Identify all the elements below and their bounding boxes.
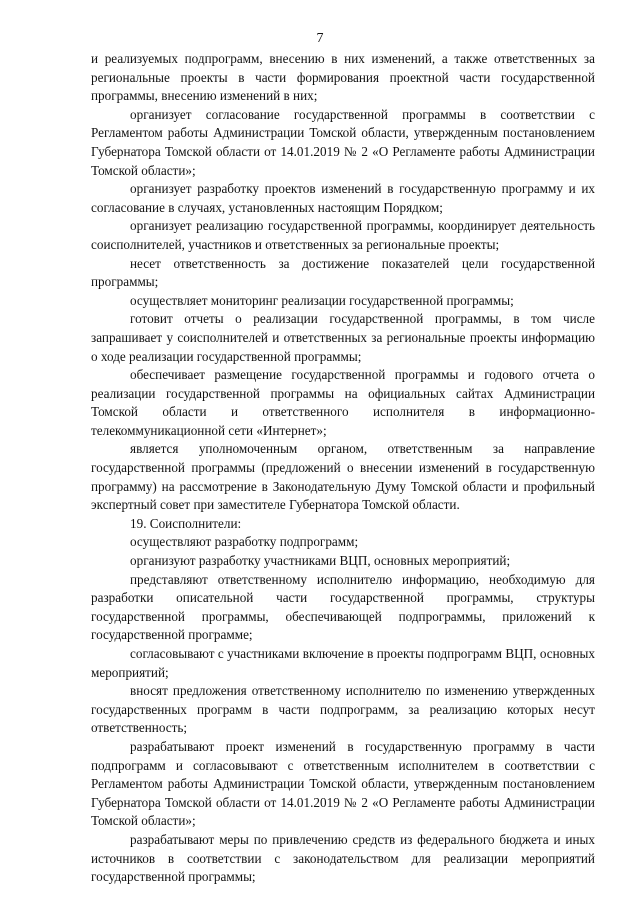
paragraph: осуществляет мониторинг реализации государственной программы; [130,292,514,308]
paragraph: 19. Соисполнители: [130,515,242,531]
paragraph: вносят предложения ответственному исполнителю по изменению утвержденных государственных программ в части подпрограмм, за реализацию которых несут ответственность; [91,683,595,736]
paragraph: обеспечивает размещение государственной программы и годового отчета о реализации государственной программы на официальных сайтах Администрации Томской области и ответственного исполнителя в информационно-телекоммуникационной сети «Интернет»; [91,367,595,438]
paragraph: представляют ответственному исполнителю информацию, необходимую для разработки описательной части государственной программы, структуры государственной программы, обеспечивающей подпрограммы, приложений к государственной программе; [91,571,595,643]
paragraph: осуществляют разработку подпрограмм; [130,534,359,550]
paragraph: организует реализацию государственной программы, координирует деятельность соисполнителей, участников и ответственных за региональные проекты; [91,218,595,252]
paragraph: организует согласование государственной программы в соответствии с Регламентом работы Администрации Томской области, утвержденным постановлением Губернатора Томской области от 14.01.2019 № 2 «О Регламенте работы Администрации Томской области»; [91,106,595,178]
paragraph: является уполномоченным органом, ответственным за направление государственной программы (предложений о внесении изменений в государственную программу) на рассмотрение в Законодательную Думу Томской области и профильный экспертный совет при заместителе Губернатора Томской области. [91,441,595,513]
paragraph: разрабатывают меры по привлечению средств из федерального бюджета и иных источников в соответствии с законодательством для реализации мероприятий государственной программы; [91,831,595,885]
paragraph: организуют разработку участниками ВЦП, основных мероприятий; [130,553,511,569]
paragraph: несет ответственность за достижение показателей цели государственной программы; [91,255,595,290]
paragraph: организует разработку проектов изменений в государственную программу и их согласование в случаях, установленных настоящим Порядком; [91,181,595,215]
paragraph: согласовывают с участниками включение в проекты подпрограмм ВЦП, основных мероприятий; [91,646,595,680]
paragraph: и реализуемых подпрограмм, внесению в них изменений, а также ответственных за региональные проекты в части формирования проектной части государственной программы, внесению изменений в них; [91,51,595,104]
page-number: 7 [316,31,324,46]
paragraph: разрабатывают проект изменений в государственную программу в части подпрограмм и согласовывают с ответственным исполнителем в соответствии с Регламентом работы Администрации Томской области, утвержденным постановлением Губернатора Томской области от 14.01.2019 № 2 «О Регламенте работы Администрации Томской области»; [91,738,595,829]
document-body [91,50,595,887]
paragraph: готовит отчеты о реализации государственной программы, в том числе запрашивает у соисполнителей и ответственных за региональные проекты информацию о ходе реализации государственной программы; [91,311,595,364]
